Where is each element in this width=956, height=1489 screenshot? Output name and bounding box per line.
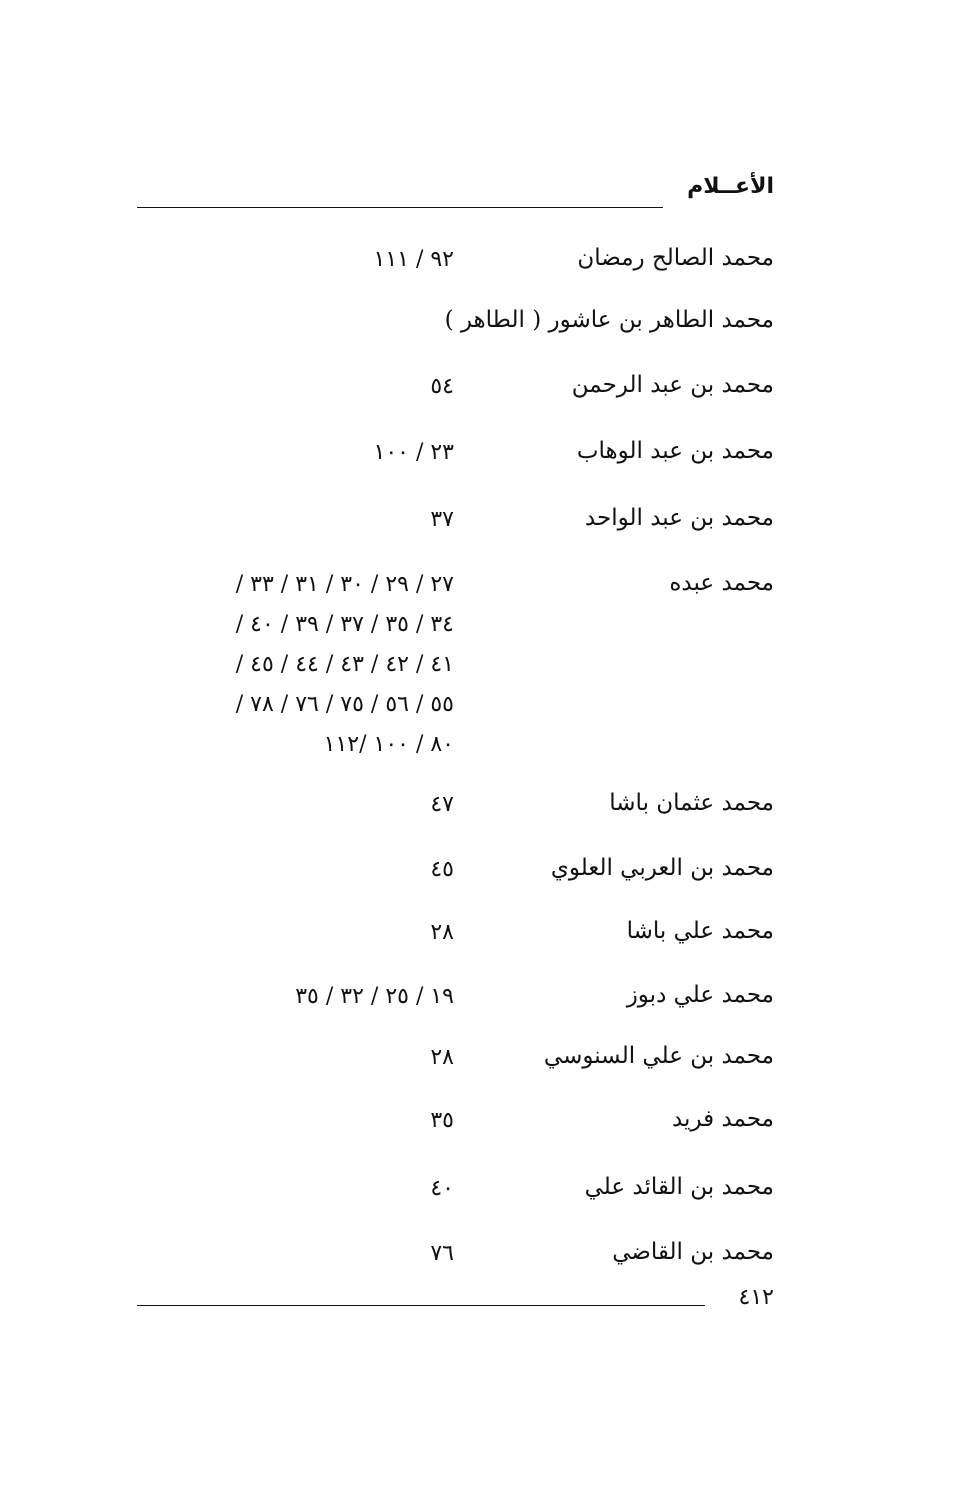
entry-pages (74, 243, 454, 283)
entry-pages (74, 503, 454, 543)
entry-pages-line: ٧٦ (430, 1241, 454, 1266)
page-number: ٤١٢ (738, 1285, 774, 1310)
entry-pages (74, 568, 454, 768)
entry-name: محمد الصالح رمضان (577, 245, 774, 271)
entry-pages-line: ٥٥ / ٥٦ / ٧٥ / ٧٦ / ٧٨ / (235, 692, 454, 717)
entry-name: محمد بن عبد الرحمن (571, 372, 774, 398)
entry-name: محمد عثمان باشا (609, 790, 774, 816)
entry-pages (74, 370, 454, 410)
entry-pages-line: ٢٧ / ٢٩ / ٣٠ / ٣١ / ٣٣ / (235, 572, 454, 597)
entry-pages (74, 1041, 454, 1081)
entry-pages-line: ٣٥ (430, 1108, 454, 1133)
entry-pages (74, 1237, 454, 1277)
entry-name: محمد بن القائد علي (584, 1174, 774, 1200)
entry-pages-line: ٥٤ (430, 374, 454, 399)
entry-name: محمد علي دبوز (626, 982, 774, 1008)
entry-name: محمد بن القاضي (612, 1239, 774, 1265)
entry-name: محمد بن عبد الوهاب (576, 438, 774, 464)
entry-pages-line: ٤٥ (430, 857, 454, 882)
header-rule (137, 207, 663, 208)
entry-pages-line: ٢٨ (430, 1045, 454, 1070)
entry-pages-line: ٣٧ (430, 507, 454, 532)
entry-pages (74, 1104, 454, 1144)
footer-rule (137, 1305, 705, 1306)
entry-pages-line: ٣٤ / ٣٥ / ٣٧ / ٣٩ / ٤٠ / (235, 612, 454, 637)
entry-pages-line: ١٩ / ٢٥ / ٣٢ / ٣٥ (295, 984, 454, 1009)
entry-pages (74, 788, 454, 828)
entry-pages-line: ٩٢ / ١١١ (373, 247, 454, 272)
entry-pages-line: ٤٧ (430, 792, 454, 817)
entry-pages-line: ٤١ / ٤٢ / ٤٣ / ٤٤ / ٤٥ / (235, 652, 454, 677)
entry-name: محمد الطاهر بن عاشور ( الطاهر ) (444, 307, 774, 333)
entry-name: محمد بن علي السنوسي (543, 1043, 774, 1069)
entry-pages (74, 1172, 454, 1212)
entry-name: محمد بن عبد الواحد (584, 505, 774, 531)
entry-pages (74, 853, 454, 893)
entry-name: محمد بن العربي العلوي (550, 855, 774, 881)
entry-name: محمد عبده (669, 570, 774, 596)
entry-name: محمد فريد (671, 1106, 774, 1132)
entry-pages (74, 436, 454, 476)
entry-pages-line: ٨٠ / ١٠٠ /١١٢ (323, 732, 454, 757)
entry-pages (74, 916, 454, 956)
entry-pages (74, 980, 454, 1020)
entry-pages-line: ٢٨ (430, 920, 454, 945)
entry-name: محمد علي باشا (626, 918, 774, 944)
entry-pages-line: ٤٠ (430, 1176, 454, 1201)
entry-pages-line: ٢٣ / ١٠٠ (373, 440, 454, 465)
running-header-title: الأعــلام (687, 174, 774, 199)
